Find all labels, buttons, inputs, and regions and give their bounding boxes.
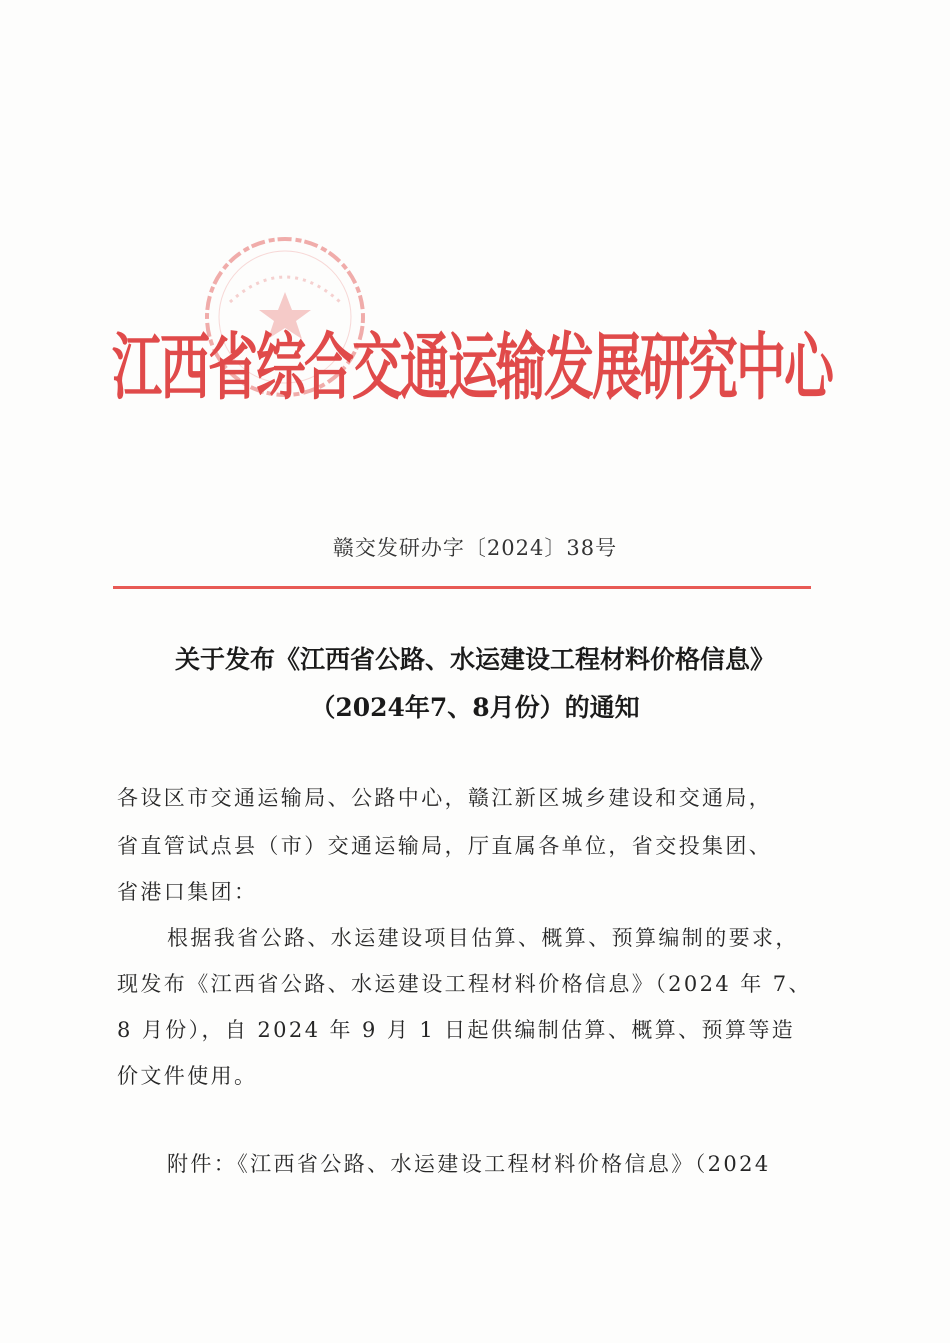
notice-title-line-1: 关于发布《江西省公路、水运建设工程材料价格信息》 bbox=[174, 645, 775, 674]
addressee-line-1: 各设区市交通运输局、公路中心，赣江新区城乡建设和交通局， bbox=[117, 786, 773, 810]
paragraph-line-3: 8 月份），自 2024 年 9 月 1 日起供编制估算、概算、预算等造 bbox=[117, 1018, 796, 1042]
document-number: 赣交发研办字〔2024〕38号 bbox=[332, 536, 618, 560]
paragraph-line-1: 根据我省公路、水运建设项目估算、概算、预算编制的要求， bbox=[167, 926, 799, 950]
paragraph-line-4: 价文件使用。 bbox=[117, 1064, 258, 1088]
addressee-line-3: 省港口集团： bbox=[117, 880, 258, 904]
issuing-organization-header: 江西省综合交通运输发展研究中心 bbox=[112, 325, 832, 411]
notice-title-line-2: （2024年7、8月份）的通知 bbox=[310, 693, 640, 722]
paragraph-line-2: 现发布《江西省公路、水运建设工程材料价格信息》（2024 年 7、 bbox=[117, 972, 812, 996]
addressee-line-2: 省直管试点县（市）交通运输局，厅直属各单位，省交投集团、 bbox=[117, 834, 773, 858]
red-divider-line bbox=[113, 586, 811, 589]
attachment-line: 附件：《江西省公路、水运建设工程材料价格信息》（2024 bbox=[167, 1152, 771, 1176]
